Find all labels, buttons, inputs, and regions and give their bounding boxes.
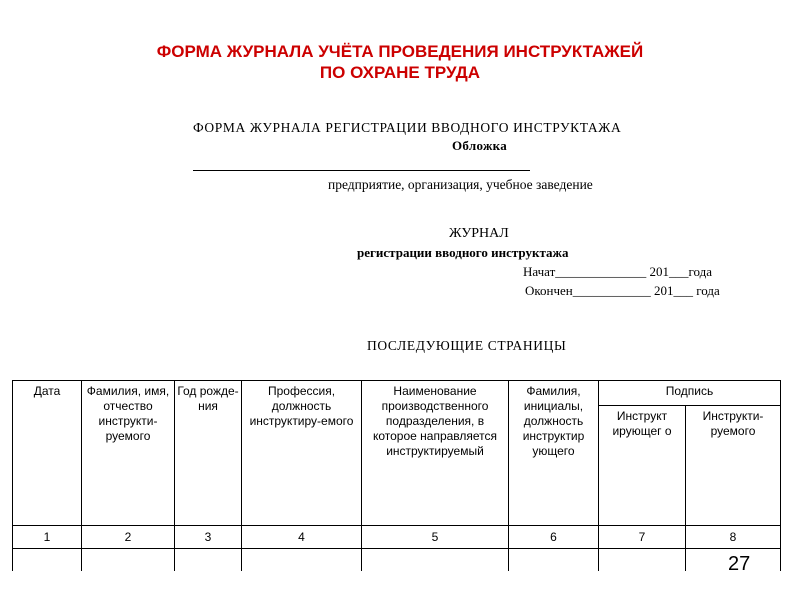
next-pages-heading: ПОСЛЕДУЮЩИЕ СТРАНИЦЫ: [367, 338, 567, 353]
empty-cell: [13, 549, 82, 572]
column-header: Профессия, должность инструктиру-емого: [242, 381, 362, 526]
column-header: Дата: [13, 381, 82, 526]
title-line-2: ПО ОХРАНЕ ТРУДА: [319, 63, 481, 82]
column-number: 5: [362, 526, 509, 549]
cover-label: Обложка: [452, 138, 508, 153]
column-number: 2: [82, 526, 175, 549]
empty-cell: [175, 549, 242, 572]
journal-subtitle: регистрации вводного инструктажа: [357, 245, 569, 260]
column-number: 3: [175, 526, 242, 549]
column-number: 7: [599, 526, 686, 549]
column-numbers-row: [13, 526, 781, 549]
page-number: 27: [728, 553, 751, 575]
column-number: 4: [242, 526, 362, 549]
table-header-row: [13, 381, 781, 406]
column-number: 6: [509, 526, 599, 549]
column-number: 8: [686, 526, 781, 549]
empty-cell: [82, 549, 175, 572]
journal-finished: Окончен____________ 201___ года: [525, 283, 720, 298]
organization-caption: предприятие, организация, учебное заведение: [328, 177, 593, 192]
journal-started: Начат______________ 201___года: [523, 264, 713, 279]
column-header: Фамилия, инициалы, должность инструктир ующего: [509, 381, 599, 526]
signature-subheader: Инструкт ирующег о: [599, 406, 686, 526]
table-row: [13, 549, 781, 572]
form-heading: ФОРМА ЖУРНАЛА РЕГИСТРАЦИИ ВВОДНОГО ИНСТРУКТАЖА: [193, 120, 622, 135]
column-header: Наименование производственного подразделения, в которое направляется инструктируемый: [362, 381, 509, 526]
column-number: 1: [13, 526, 82, 549]
empty-cell: [242, 549, 362, 572]
organization-line: [193, 170, 530, 171]
page-title: [0, 41, 800, 83]
column-header: Год рожде-ния: [175, 381, 242, 526]
journal-table: [12, 380, 781, 571]
journal-title: ЖУРНАЛ: [449, 226, 509, 241]
empty-cell: [362, 549, 509, 572]
empty-cell: [509, 549, 599, 572]
empty-cell: [599, 549, 686, 572]
column-header: Фамилия, имя, отчество инструкти-руемого: [82, 381, 175, 526]
signature-header: Подпись: [599, 381, 781, 406]
title-line-1: ФОРМА ЖУРНАЛА УЧЁТА ПРОВЕДЕНИЯ ИНСТРУКТАЖЕЙ: [156, 42, 644, 61]
signature-subheader: Инструкти-руемого: [686, 406, 781, 526]
